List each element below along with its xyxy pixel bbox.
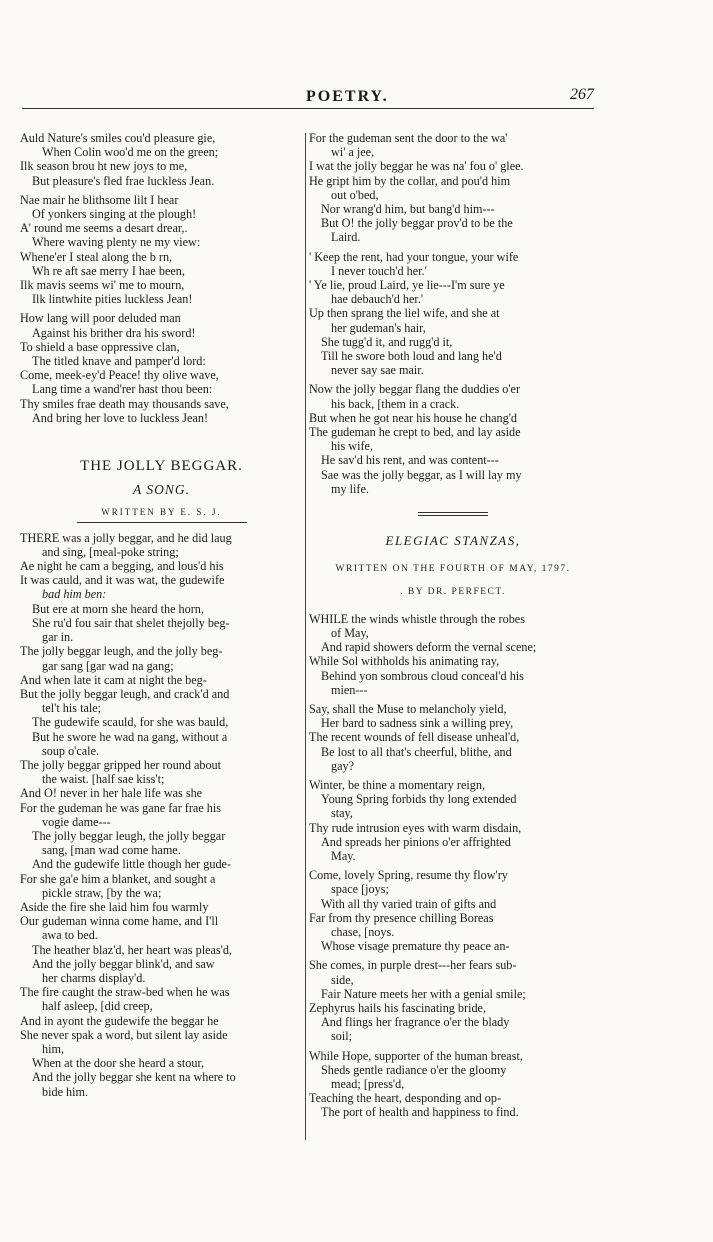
poem-line: The jolly beggar gripped her round about: [20, 757, 222, 772]
poem-line: It was cauld, and it was wat, the gudewife: [20, 573, 225, 588]
poem-line: But pleasure's fled frae luckless Jean.: [32, 173, 215, 188]
poem-line: ' Ye lie, proud Laird, ye lie---I'm sure ye: [309, 278, 505, 293]
poem-line: gay?: [331, 758, 355, 773]
poem-line: Far from thy presence chilling Boreas: [309, 910, 494, 925]
poem-line: The jolly beggar leugh, the jolly beggar: [32, 828, 226, 843]
poem-line: her gudeman's hair,: [331, 320, 426, 335]
poem-line: The fire caught the straw-bed when he was: [20, 985, 230, 1000]
poem-line: pickle straw, [by the wa;: [42, 885, 162, 900]
poem-line: Now the jolly beggar flang the duddies o'er: [309, 382, 521, 397]
poem-line: She ru'd fou sair that shelet thejolly beg-: [32, 615, 230, 630]
jolly-beggar-continued: [309, 131, 597, 496]
poem-line: And spreads her pinions o'er affrighted: [321, 834, 511, 849]
poem-line: When Colin woo'd me on the green;: [42, 145, 219, 160]
jolly-beggar-subtitle: A SONG.: [132, 482, 190, 498]
poem-line: She tugg'd it, and rugg'd it,: [321, 334, 453, 349]
left-column: [20, 131, 303, 1099]
poem-line: half asleep, [did creep,: [42, 999, 153, 1014]
poem-line: The titled knave and pamper'd lord:: [32, 354, 206, 369]
poem-line: Be lost to all that's cheerful, blithe, and: [321, 744, 512, 759]
poem-line: stay,: [331, 806, 353, 821]
right-column: [309, 131, 597, 1120]
poem-line: The heather blaz'd, her heart was pleas'd,: [32, 942, 232, 957]
poem-line: tel't his tale;: [42, 701, 102, 716]
poem-line: Fair Nature meets her with a genial smile;: [321, 986, 526, 1001]
poem-line: Of yonkers singing at the plough!: [32, 207, 197, 222]
poem-line: space [joys;: [331, 882, 389, 897]
poem-line: And bring her love to luckless Jean!: [32, 410, 208, 425]
poem-line: gar sang [gar wad na gang;: [42, 658, 174, 673]
poem-line: Laird.: [331, 230, 361, 245]
poem-line: And the jolly beggar blink'd, and saw: [32, 956, 215, 971]
poem-line: She comes, in purple drest---her fears sub-: [309, 958, 517, 973]
poem-line: Wh re aft sae merry I hae been,: [32, 263, 185, 278]
poem-line: Where waving plenty ne my view:: [32, 235, 201, 250]
poem-line: Nor wrang'd him, but bang'd him---: [321, 202, 495, 217]
poem-line: While Sol withholds his animating ray,: [309, 654, 500, 669]
poem-line: my life.: [331, 481, 369, 496]
column-divider: [305, 133, 306, 1140]
elegiac-text: [309, 612, 597, 1120]
poem-line: Ilk lintwhite pities luckless Jean!: [32, 292, 193, 307]
poem-line: Sheds gentle radiance o'er the gloomy: [321, 1062, 507, 1077]
poem-line: Nae mair he blithsome lilt I hear: [20, 192, 179, 207]
poem-line: The port of health and happiness to find.: [321, 1105, 519, 1120]
poem-line: The jolly beggar leugh, and the jolly beg-: [20, 644, 223, 659]
poem-line: vogie dame---: [42, 814, 111, 829]
poem-line: And the jolly beggar she kent na where to: [32, 1070, 236, 1085]
poem-line: Ilk season brou ht new joys to me,: [20, 159, 188, 174]
poem-line: For she ga'e him a blanket, and sought a: [20, 871, 216, 886]
running-title: POETRY.: [306, 88, 389, 105]
poem-line: bide him.: [42, 1084, 89, 1099]
poem-line: She never spak a word, but silent lay aside: [20, 1027, 228, 1042]
poem-line: Sae was the jolly beggar, as I will lay my: [321, 467, 522, 482]
poem-line: But O! the jolly beggar prov'd to be the: [321, 216, 513, 231]
poem-line: And the gudewife little though her gude-: [32, 857, 232, 872]
poem-line: his back, [them in a crack.: [331, 396, 460, 411]
poem-line: Auld Nature's smiles cou'd pleasure gie,: [20, 131, 216, 145]
poem-line: the waist. [half sae kiss't;: [42, 772, 165, 787]
poem-line: While Hope, supporter of the human breast,: [309, 1048, 523, 1063]
poem-line: The gudeman he crept to bed, and lay aside: [309, 425, 521, 440]
poem-line: And in ayont the gudewife the beggar he: [20, 1013, 219, 1028]
poem-line: chase, [noys.: [331, 924, 395, 939]
poem-line: Zephyrus hails his fascinating bride,: [309, 1000, 487, 1015]
poem-line: He sav'd his rent, and was content---: [321, 453, 499, 468]
poem-line: gar in.: [42, 630, 74, 645]
poem-line: WHILE the winds whistle through the robes: [309, 611, 525, 626]
poem-line: I wat the jolly beggar he was na' fou o' glee.: [309, 159, 524, 174]
poem-line: out o'bed,: [331, 187, 379, 202]
poem-line: never say sae mair.: [331, 363, 424, 378]
poem-line: Whene'er I steal along the b rn,: [20, 249, 173, 264]
poem-line: When at the door she heard a stour,: [32, 1056, 205, 1071]
poem-line: A' round me seems a desart drear,.: [20, 221, 188, 236]
poem-line: of May,: [331, 625, 369, 640]
poem-line: her charms display'd.: [42, 970, 146, 985]
poem-line: Come, lovely Spring, resume thy flow'ry: [309, 868, 508, 883]
poem-line: Behind yon sombrous cloud conceal'd his: [321, 668, 524, 683]
poem-line: How lang will poor deluded man: [20, 311, 181, 326]
poem-line: mien---: [331, 682, 368, 697]
elegiac-subtitle: WRITTEN ON THE FOURTH OF MAY, 1797.: [335, 564, 571, 575]
running-head: [0, 88, 713, 112]
poem-line: To shield a base oppressive clan,: [20, 339, 180, 354]
poem-line: Thy smiles frae death may thousands save,: [20, 396, 229, 411]
poem-line: Our gudeman winna come hame, and I'll: [20, 914, 219, 929]
poem-line: Ilk mavis seems wi' me to mourn,: [20, 278, 185, 293]
poem-line: sang, [man wad come hame.: [42, 843, 181, 858]
poem-line: Her bard to sadness sink a willing prey,: [321, 716, 514, 731]
jolly-beggar-byline: WRITTEN BY E. S. J.: [101, 507, 222, 518]
poem-line: May.: [331, 848, 356, 863]
poem-line: Winter, be thine a momentary reign,: [309, 777, 486, 792]
poem-line: Aside the fire she laid him fou warmly: [20, 899, 209, 914]
poem-line: wi' a jee,: [331, 145, 375, 160]
page-number: 267: [570, 86, 594, 103]
poem-line: Young Spring forbids thy long extended: [321, 792, 517, 807]
poem-line: Come, meek-ey'd Peace! thy olive wave,: [20, 368, 219, 383]
poem-line: He gript him by the collar, and pou'd him: [309, 173, 511, 188]
poem-line: Up then sprang the liel wife, and she at: [309, 306, 500, 321]
poem-line: And rapid showers deform the vernal scene;: [321, 640, 537, 655]
jolly-beggar-text: [20, 531, 303, 1099]
poem-line: Against his brither dra his sword!: [32, 325, 196, 340]
poem-stanzas: [20, 131, 303, 425]
poem-line: And O! never in her hale life was she: [20, 786, 203, 801]
section-rule: [418, 512, 488, 516]
poem-line: But ere at morn she heard the horn,: [32, 601, 204, 616]
jolly-beggar-title: THE JOLLY BEGGAR.: [80, 458, 243, 475]
poem-line: THERE was a jolly beggar, and he did laug: [20, 530, 232, 545]
poem-line: For the gudeman he was gane far frae his: [20, 800, 222, 815]
poem-line: and sing, [meal-poke string;: [42, 544, 179, 559]
poem-line: him,: [42, 1041, 65, 1056]
poem-line: soil;: [331, 1029, 352, 1044]
poem-line: The gudewife scauld, for she was bauld,: [32, 715, 229, 730]
poem-line: But the jolly beggar leugh, and crack'd and: [20, 686, 230, 701]
poem-line: And when late it cam at night the beg-: [20, 672, 207, 687]
poem-line: hae debauch'd her.': [331, 292, 424, 307]
elegiac-title: ELEGIAC STANZAS,: [385, 533, 521, 549]
poem-line: awa to bed.: [42, 928, 98, 943]
poem-line: Lang time a wand'rer hast thou been:: [32, 382, 213, 397]
poem-line: But he swore he wad na gang, without a: [32, 729, 228, 744]
poem-line: ' Keep the rent, had your tongue, your wife: [309, 249, 519, 264]
poem-line: Say, shall the Muse to melancholy yield,: [309, 701, 507, 716]
poem-line: side,: [331, 972, 354, 987]
poem-line: But when he got near his house he chang'd: [309, 410, 517, 425]
poem-line: bad him ben:: [42, 587, 107, 602]
poem-line: For the gudeman sent the door to the wa': [309, 131, 508, 145]
poem-line: The recent wounds of fell disease unheal'd,: [309, 730, 520, 745]
poem-line: Teaching the heart, desponding and op-: [309, 1091, 502, 1106]
poem-line: Whose visage premature thy peace an-: [321, 939, 510, 954]
poem-line: And flings her fragrance o'er the blady: [321, 1015, 510, 1030]
poem-line: Thy rude intrusion eyes with warm disdain,: [309, 820, 522, 835]
elegiac-byline: . BY DR. PERFECT.: [400, 587, 506, 598]
poem-line: Till he swore both loud and lang he'd: [321, 349, 502, 364]
poem-line: With all thy varied train of gifts and: [321, 896, 497, 911]
header-rule: [22, 108, 594, 109]
poem-line: I never touch'd her.': [331, 263, 427, 278]
poem-line: soup o'cale.: [42, 743, 100, 758]
byline-rule: [77, 522, 247, 523]
poem-line: mead; [press'd,: [331, 1076, 405, 1091]
poem-line: Ae night he cam a begging, and lous'd his: [20, 559, 224, 574]
poem-line: his wife,: [331, 439, 373, 454]
